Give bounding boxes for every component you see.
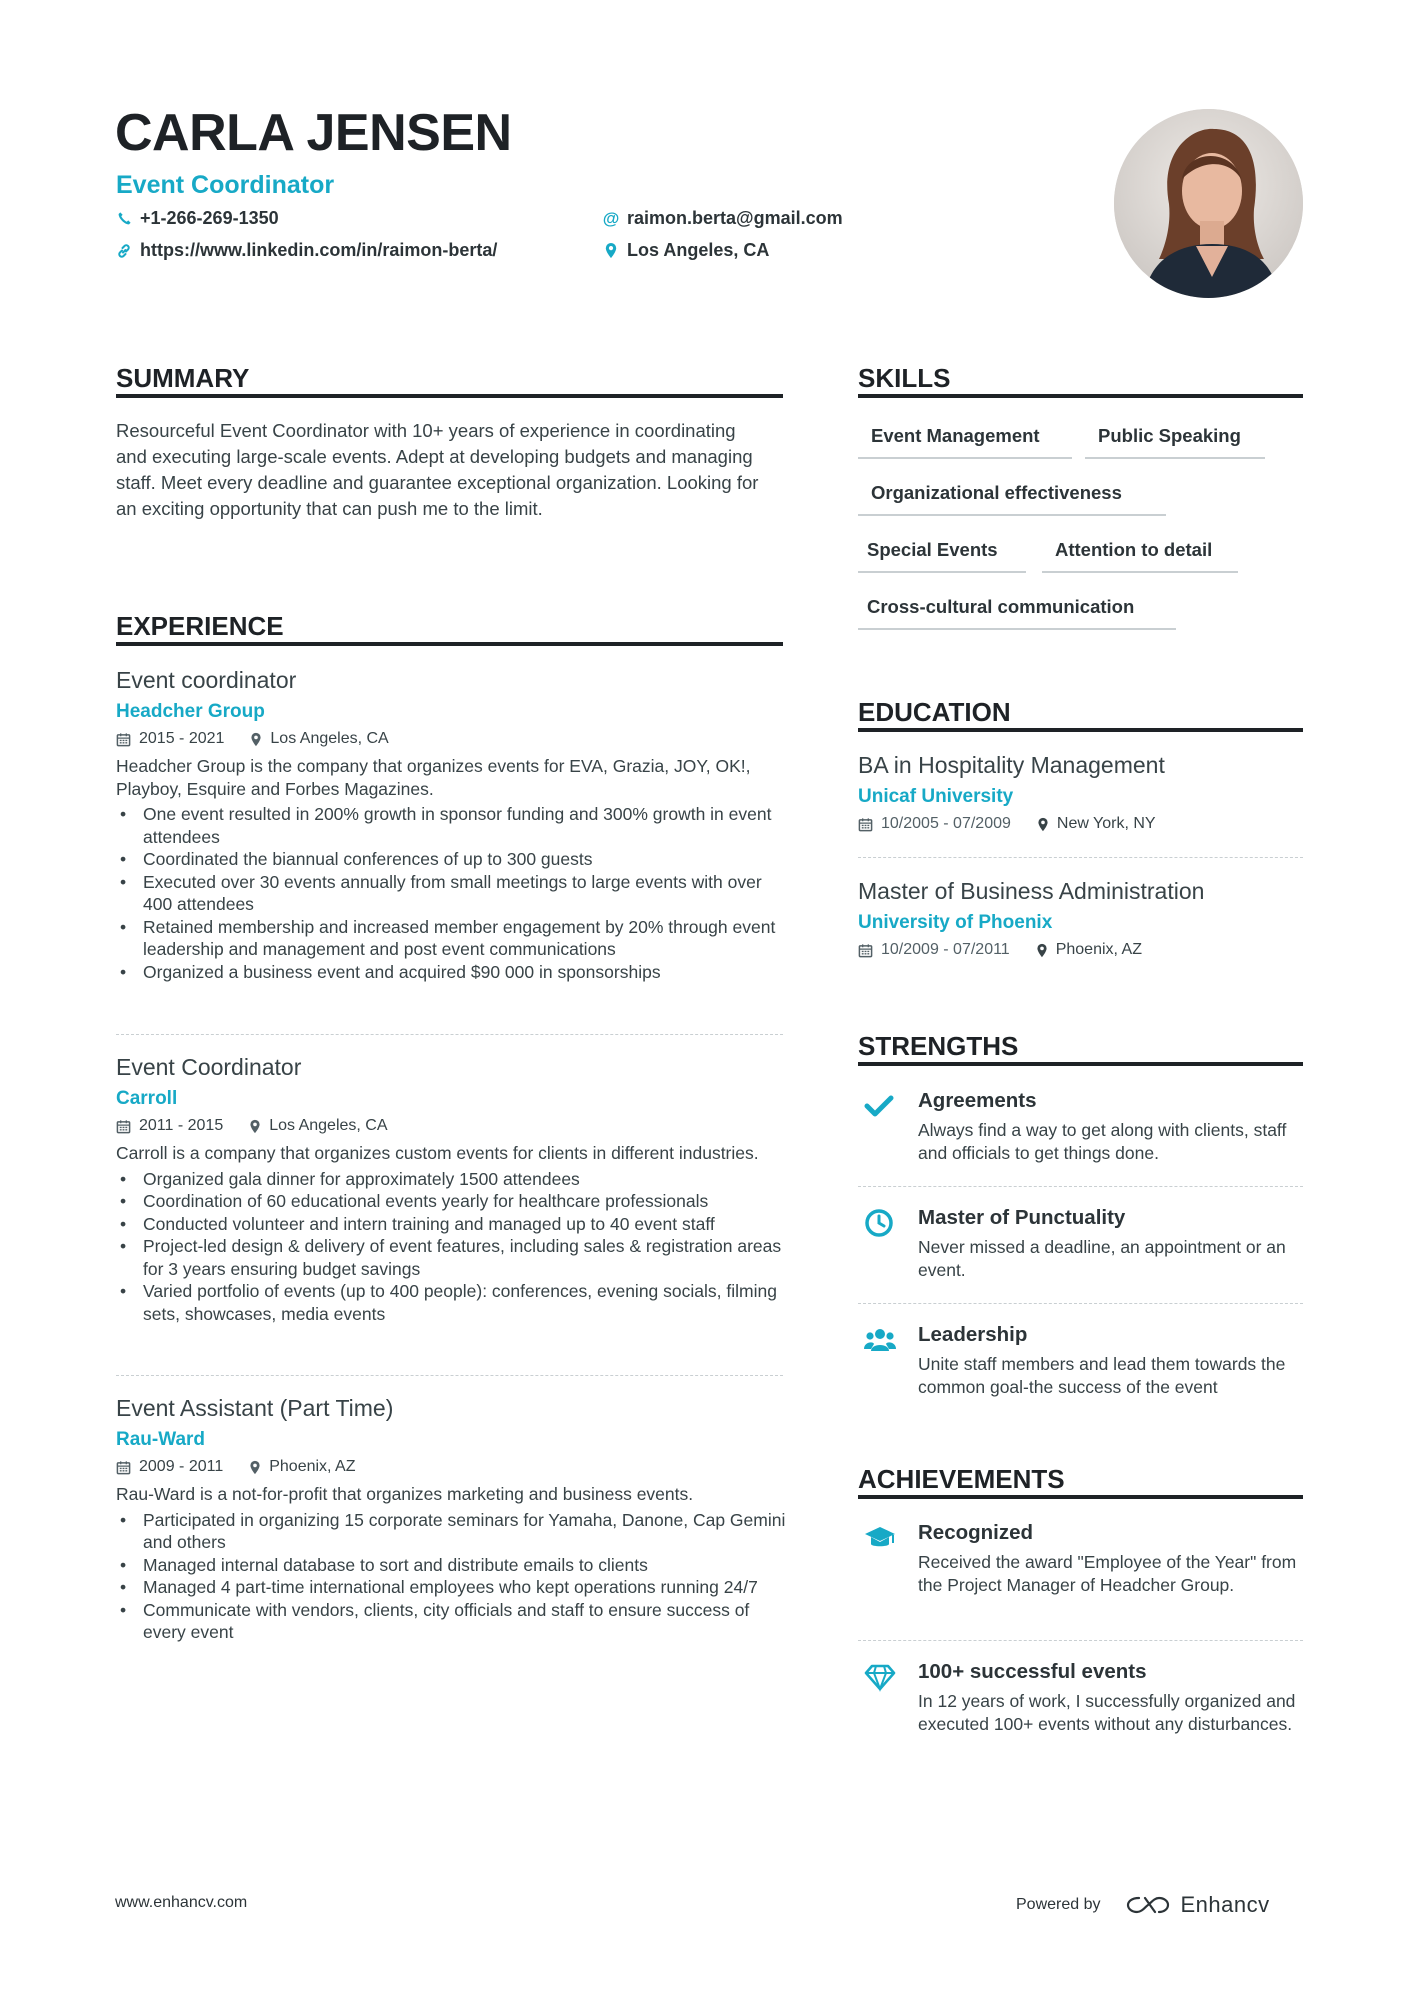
phone-text[interactable]: +1-266-269-1350 bbox=[140, 208, 279, 228]
bullet-item: • Managed 4 part-time international employees who kept operations running 24/7 bbox=[116, 1576, 786, 1599]
strength-description: Always find a way to get along with clients, staff and officials to get things done. bbox=[918, 1120, 1287, 1163]
profile-photo bbox=[1114, 109, 1303, 298]
people-icon bbox=[864, 1325, 894, 1355]
bullet-item: • Coordination of 60 educational events yearly for healthcare professionals bbox=[116, 1190, 786, 1213]
email-text[interactable]: raimon.berta@gmail.com bbox=[627, 208, 843, 228]
achievement-description: In 12 years of work, I successfully organized and executed 100+ events without any disturbances. bbox=[918, 1691, 1296, 1734]
job-entry bbox=[116, 1393, 786, 1644]
location-pin-icon bbox=[249, 1460, 261, 1475]
education-meta bbox=[858, 813, 1303, 835]
bullet-item: • Organized gala dinner for approximately 1500 attendees bbox=[116, 1168, 786, 1191]
location-pin-icon bbox=[249, 1119, 261, 1134]
education-entry bbox=[858, 876, 1303, 961]
location-pin-icon bbox=[1037, 817, 1049, 832]
skill-tag: Special Events bbox=[858, 531, 1026, 573]
skill-tag: Attention to detail bbox=[1042, 531, 1238, 573]
strength-separator bbox=[858, 1186, 1303, 1187]
linkedin-text[interactable]: https://www.linkedin.com/in/raimon-berta/ bbox=[140, 240, 498, 260]
check-icon bbox=[864, 1091, 894, 1121]
job-entry bbox=[116, 1052, 786, 1325]
achievements-heading: ACHIEVEMENTS bbox=[858, 1464, 1065, 1494]
degree-title: Master of Business Administration bbox=[858, 878, 1205, 904]
skill-tag: Event Management bbox=[858, 417, 1072, 459]
degree-title: BA in Hospitality Management bbox=[858, 752, 1165, 778]
job-title: Event coordinator bbox=[116, 667, 297, 693]
calendar-icon bbox=[116, 1460, 131, 1475]
job-company: Carroll bbox=[116, 1088, 178, 1109]
strength-separator bbox=[858, 1303, 1303, 1304]
clock-icon bbox=[864, 1208, 894, 1238]
education-dates: 10/2009 - 07/2011 bbox=[881, 941, 1010, 958]
brand-name: Enhancv bbox=[1180, 1892, 1270, 1917]
job-separator bbox=[116, 1034, 783, 1035]
skill-tag: Cross-cultural communication bbox=[858, 588, 1176, 630]
job-description: Carroll is a company that organizes custom events for clients in different industries. bbox=[116, 1143, 759, 1163]
job-meta bbox=[116, 728, 786, 750]
job-bullets bbox=[116, 1168, 786, 1326]
job-bullets bbox=[116, 803, 786, 983]
location-contact bbox=[603, 240, 769, 261]
location-text: Los Angeles, CA bbox=[627, 240, 770, 260]
strengths-heading: STRENGTHS bbox=[858, 1031, 1019, 1061]
calendar-icon bbox=[116, 1119, 131, 1134]
school-name: University of Phoenix bbox=[858, 912, 1053, 933]
experience-heading: EXPERIENCE bbox=[116, 611, 284, 641]
skills-divider bbox=[858, 394, 1303, 398]
job-dates: 2009 - 2011 bbox=[139, 1458, 224, 1475]
bullet-item: • Executed over 30 events annually from small meetings to large events with over 400 attendees bbox=[116, 871, 786, 916]
calendar-icon bbox=[858, 817, 873, 832]
skills-heading: SKILLS bbox=[858, 363, 951, 393]
education-dates: 10/2005 - 07/2009 bbox=[881, 815, 1011, 832]
achievement-title: 100+ successful events bbox=[918, 1660, 1147, 1683]
bullet-item: • One event resulted in 200% growth in sponsor funding and 300% growth in event attendees bbox=[116, 803, 786, 848]
education-entry bbox=[858, 750, 1303, 835]
location-pin-icon bbox=[250, 732, 262, 747]
candidate-role: Event Coordinator bbox=[116, 171, 335, 199]
school-name: Unicaf University bbox=[858, 786, 1014, 807]
job-meta bbox=[116, 1456, 786, 1478]
calendar-icon bbox=[858, 943, 873, 958]
strength-item bbox=[858, 1087, 1303, 1177]
job-description: Headcher Group is the company that organizes events for EVA, Grazia, JOY, OK!, Playboy, Esquire and Forbes Magazines. bbox=[116, 756, 751, 799]
achievement-separator bbox=[858, 1640, 1303, 1641]
job-title: Event Assistant (Part Time) bbox=[116, 1395, 394, 1421]
email-contact bbox=[603, 208, 843, 229]
calendar-icon bbox=[116, 732, 131, 747]
job-company: Rau-Ward bbox=[116, 1429, 206, 1450]
strength-description: Never missed a deadline, an appointment or an event. bbox=[918, 1237, 1286, 1280]
education-location: New York, NY bbox=[1056, 815, 1156, 832]
link-icon bbox=[116, 243, 132, 259]
phone-contact bbox=[116, 208, 279, 229]
job-dates: 2015 - 2021 bbox=[139, 730, 225, 747]
summary-heading: SUMMARY bbox=[116, 363, 250, 393]
phone-icon bbox=[116, 211, 132, 227]
education-separator bbox=[858, 857, 1303, 858]
bullet-item: • Coordinated the biannual conferences of up to 300 guests bbox=[116, 848, 786, 871]
diamond-icon bbox=[864, 1662, 894, 1692]
strength-title: Leadership bbox=[918, 1323, 1028, 1346]
achievement-item bbox=[858, 1658, 1303, 1768]
job-dates: 2011 - 2015 bbox=[139, 1117, 224, 1134]
bullet-item: • Project-led design & delivery of event features, including sales & registration areas for 3 years ensuring budget savings bbox=[116, 1235, 786, 1280]
enhancv-logo-icon bbox=[1125, 1894, 1171, 1916]
location-pin-icon bbox=[603, 243, 619, 259]
footer-branding bbox=[1016, 1892, 1270, 1918]
job-title: Event Coordinator bbox=[116, 1054, 302, 1080]
at-icon: @ bbox=[602, 208, 620, 228]
strengths-divider bbox=[858, 1062, 1303, 1066]
skill-tag: Public Speaking bbox=[1085, 417, 1265, 459]
achievement-item bbox=[858, 1519, 1303, 1629]
strength-description: Unite staff members and lead them towards the common goal-the success of the event bbox=[918, 1354, 1286, 1397]
linkedin-contact bbox=[116, 240, 497, 261]
job-location: Los Angeles, CA bbox=[269, 1117, 388, 1134]
job-bullets bbox=[116, 1509, 786, 1644]
job-meta bbox=[116, 1115, 786, 1137]
powered-by-text: Powered by bbox=[1016, 1896, 1101, 1913]
education-divider bbox=[858, 728, 1303, 732]
strength-item bbox=[858, 1321, 1303, 1411]
candidate-name: CARLA JENSEN bbox=[115, 104, 512, 162]
bullet-item: • Participated in organizing 15 corporate seminars for Yamaha, Danone, Cap Gemini and others bbox=[116, 1509, 786, 1554]
job-company: Headcher Group bbox=[116, 701, 265, 722]
summary-divider bbox=[116, 394, 783, 398]
enhancv-logo[interactable] bbox=[1125, 1892, 1270, 1918]
location-pin-icon bbox=[1036, 943, 1048, 958]
bullet-item: • Retained membership and increased member engagement by 20% through event leadership and management and post event communications bbox=[116, 916, 786, 961]
job-location: Phoenix, AZ bbox=[269, 1458, 356, 1475]
bullet-item: • Organized a business event and acquired $90 000 in sponsorships bbox=[116, 961, 786, 984]
education-heading: EDUCATION bbox=[858, 697, 1011, 727]
bullet-item: • Managed internal database to sort and distribute emails to clients bbox=[116, 1554, 786, 1577]
education-meta bbox=[858, 939, 1303, 961]
education-location: Phoenix, AZ bbox=[1055, 941, 1142, 958]
experience-divider bbox=[116, 642, 783, 646]
job-entry bbox=[116, 665, 786, 983]
job-separator bbox=[116, 1375, 783, 1376]
footer-website[interactable]: www.enhancv.com bbox=[115, 1894, 248, 1911]
summary-text: Resourceful Event Coordinator with 10+ years of experience in coordinating and executing large-scale events. Adept at developing budgets and managing staff. Meet every deadline and guarantee exceptional organization. Looking for an exciting opportunity that can push me to the limit. bbox=[116, 420, 759, 519]
skill-tag: Organizational effectiveness bbox=[858, 474, 1166, 516]
bullet-item: • Conducted volunteer and intern training and managed up to 40 event staff bbox=[116, 1213, 786, 1236]
graduation-cap-icon bbox=[864, 1523, 894, 1553]
strength-title: Agreements bbox=[918, 1089, 1037, 1112]
achievements-divider bbox=[858, 1495, 1303, 1499]
bullet-item: • Varied portfolio of events (up to 400 people): conferences, evening socials, filming sets, showcases, media events bbox=[116, 1280, 786, 1325]
strength-title: Master of Punctuality bbox=[918, 1206, 1126, 1229]
job-location: Los Angeles, CA bbox=[270, 730, 389, 747]
bullet-item: • Communicate with vendors, clients, city officials and staff to ensure success of every event bbox=[116, 1599, 786, 1644]
achievement-description: Received the award "Employee of the Year" from the Project Manager of Headcher Group. bbox=[918, 1552, 1297, 1595]
job-description: Rau-Ward is a not-for-profit that organizes marketing and business events. bbox=[116, 1484, 694, 1504]
achievement-title: Recognized bbox=[918, 1521, 1034, 1544]
strength-item bbox=[858, 1204, 1303, 1294]
